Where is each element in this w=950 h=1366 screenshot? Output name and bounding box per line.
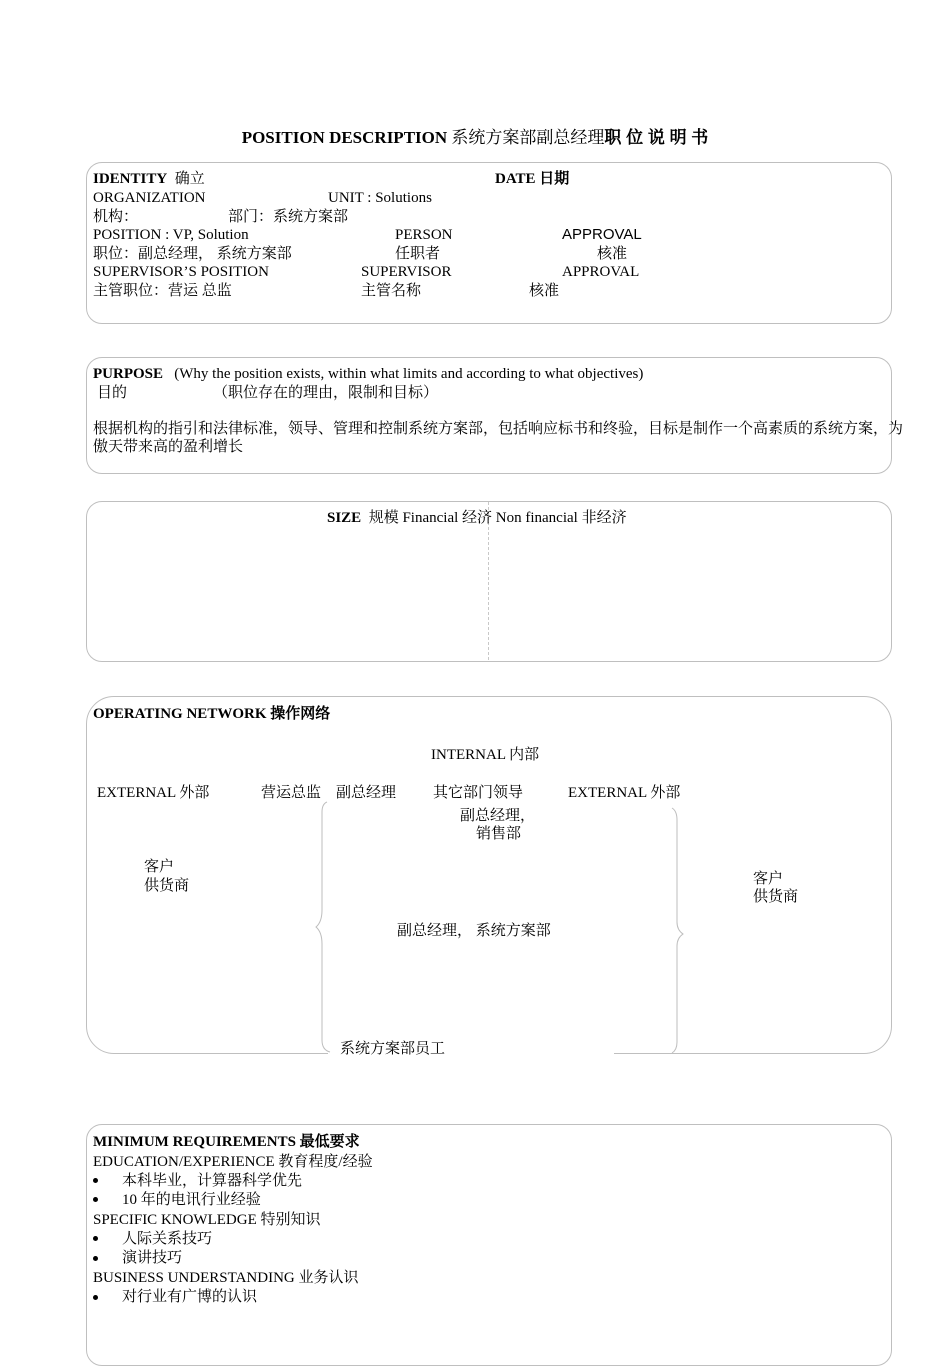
knowledge-item-1: 人际关系技巧 [122, 1231, 213, 1247]
education-heading: EDUCATION/EXPERIENCE 教育程度/经验 [93, 1154, 373, 1170]
right-customer: 客户 [753, 871, 784, 887]
staff-label: 系统方案部员工 [340, 1041, 446, 1057]
purpose-cn-desc: （职位存在的理由，限制和目标） [213, 385, 439, 401]
purpose-cn-label: 目的 [97, 385, 128, 401]
identity-heading: IDENTITY 确立 [93, 171, 205, 187]
other-leaders-label: 其它部门领导 [433, 785, 524, 801]
network-heading: OPERATING NETWORK 操作网络 [93, 706, 331, 722]
internal-label: INTERNAL 内部 [431, 747, 540, 763]
supervisor-approval-cn-label: 核准 [529, 283, 560, 299]
ops-director-label: 营运总监 [261, 785, 322, 801]
center-position: 副总经理， 系统方案部 [397, 923, 551, 939]
bullet-icon [93, 1197, 98, 1202]
page-title: POSITION DESCRIPTION 系统方案部副总经理职 位 说 明 书 [241, 128, 709, 147]
external-left-label: EXTERNAL 外部 [97, 785, 210, 801]
approval-cn-label: 核准 [597, 246, 628, 262]
organization-cn-label: 机构： [93, 209, 139, 225]
education-item-2: 10 年的电讯行业经验 [122, 1192, 261, 1208]
left-customer: 客户 [144, 859, 175, 875]
vp-sales-line2: 销售部 [476, 826, 522, 842]
supervisor-cn-label: 主管名称 [361, 283, 422, 299]
knowledge-item-2: 演讲技巧 [122, 1250, 183, 1266]
date-label: DATE 日期 [495, 171, 570, 187]
purpose-heading: PURPOSE (Why the position exists, within what limits and according to what objectives) [93, 366, 644, 382]
supervisor-position-label: SUPERVISOR’S POSITION [93, 264, 269, 280]
supervisor-approval-label: APPROVAL [562, 264, 640, 280]
requirements-heading: MINIMUM REQUIREMENTS 最低要求 [93, 1134, 360, 1150]
education-item-1: 本科毕业，计算器科学优先 [122, 1173, 303, 1189]
position-label: POSITION : VP, Solution [93, 227, 249, 243]
approval-label: APPROVAL [562, 226, 642, 243]
left-supplier: 供货商 [144, 878, 190, 894]
bullet-icon [93, 1178, 98, 1183]
external-right-label: EXTERNAL 外部 [568, 785, 681, 801]
purpose-body: 根据机构的指引和法律标准，领导、管理和控制系统方案部，包括响应标书和终验，目标是制作一个高素质的系统方案，为傲天带来高的盈利增长 [93, 421, 904, 455]
bullet-icon [93, 1295, 98, 1300]
vp-sales-line1: 副总经理， [460, 808, 536, 824]
business-item-1: 对行业有广博的认识 [122, 1289, 258, 1305]
right-supplier: 供货商 [753, 889, 799, 905]
department-cn-label: 部门：系统方案部 [228, 209, 349, 225]
vp-label: 副总经理 [336, 785, 397, 801]
person-label: PERSON [395, 227, 453, 243]
unit-label: UNIT : Solutions [328, 190, 432, 206]
bullet-icon [93, 1236, 98, 1241]
position-cn-label: 职位：副总经理， 系统方案部 [93, 246, 292, 262]
supervisor-position-cn-label: 主管职位：营运 总监 [93, 283, 232, 299]
person-cn-label: 任职者 [395, 246, 441, 262]
business-heading: BUSINESS UNDERSTANDING 业务认识 [93, 1270, 359, 1286]
organization-label: ORGANIZATION [93, 190, 206, 206]
supervisor-label: SUPERVISOR [361, 264, 452, 280]
size-heading: SIZE 规模 Financial 经济 Non financial 非经济 [327, 510, 627, 526]
knowledge-heading: SPECIFIC KNOWLEDGE 特别知识 [93, 1212, 321, 1228]
bullet-icon [93, 1256, 98, 1261]
